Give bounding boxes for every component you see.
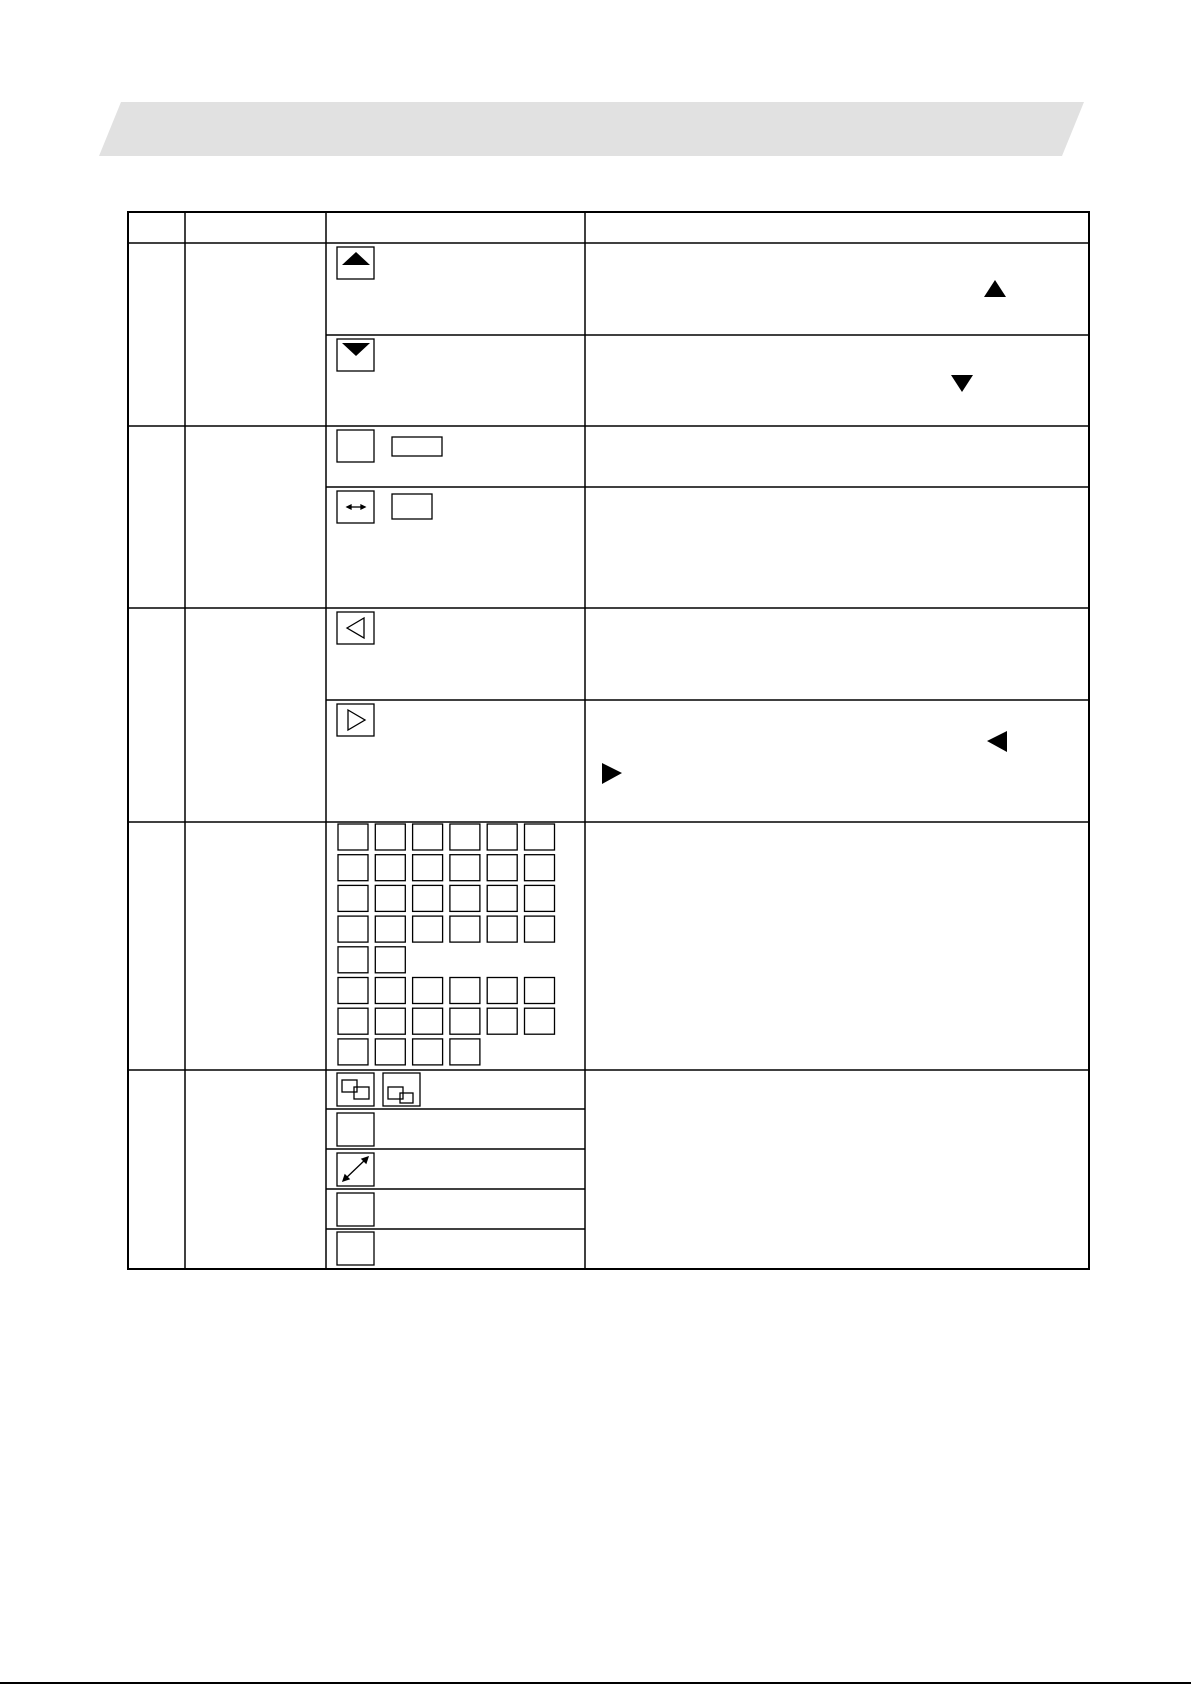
blank-key-icon[interactable]: [450, 978, 480, 1004]
blank-key-icon[interactable]: [375, 916, 405, 942]
triangle-up-filled-icon: [984, 280, 1006, 297]
blank-key-icon[interactable]: [450, 855, 480, 881]
blank-key-icon[interactable]: [338, 824, 368, 850]
blank-key-icon[interactable]: [413, 855, 443, 881]
window-overlap-icon: [342, 1080, 369, 1099]
triangle-right-outline-icon: [348, 710, 365, 730]
blank-key-icon[interactable]: [337, 1113, 374, 1146]
blank-key-icon[interactable]: [337, 430, 374, 462]
blank-key-icon[interactable]: [338, 916, 368, 942]
blank-key-icon[interactable]: [413, 1039, 443, 1065]
blank-key-icon[interactable]: [338, 978, 368, 1004]
triangle-right-filled-icon: [602, 763, 622, 784]
blank-key-icon[interactable]: [338, 1039, 368, 1065]
blank-key-icon[interactable]: [487, 885, 517, 911]
blank-key-icon[interactable]: [375, 978, 405, 1004]
blank-key-icon[interactable]: [525, 978, 555, 1004]
blank-key-icon[interactable]: [338, 885, 368, 911]
triangle-down-filled-icon: [342, 343, 370, 356]
blank-key-icon[interactable]: [487, 824, 517, 850]
triangle-left-filled-icon: [987, 731, 1007, 752]
blank-key-icon[interactable]: [375, 855, 405, 881]
blank-key-icon[interactable]: [450, 1008, 480, 1034]
blank-key-icon[interactable]: [338, 947, 368, 973]
blank-key-icon[interactable]: [413, 885, 443, 911]
table-frame: [128, 212, 1089, 1269]
blank-key-icon[interactable]: [392, 494, 432, 519]
blank-key-icon[interactable]: [525, 855, 555, 881]
blank-key-icon[interactable]: [413, 1008, 443, 1034]
triangle-up-filled-icon: [342, 252, 370, 265]
blank-key-icon[interactable]: [375, 885, 405, 911]
blank-key-icon[interactable]: [413, 824, 443, 850]
blank-key-icon[interactable]: [487, 855, 517, 881]
page-right-key[interactable]: [337, 704, 374, 736]
page-left-key[interactable]: [337, 612, 374, 644]
double-arrow-horizontal-icon: [347, 505, 365, 509]
blank-key-icon[interactable]: [487, 978, 517, 1004]
page-bottom-rule: [0, 1682, 1191, 1684]
blank-key-icon[interactable]: [338, 855, 368, 881]
window-overlap-alt-icon: [388, 1087, 413, 1103]
blank-key-icon[interactable]: [338, 1008, 368, 1034]
blank-key-icon[interactable]: [487, 916, 517, 942]
blank-key-icon[interactable]: [487, 1008, 517, 1034]
blank-key-icon[interactable]: [450, 824, 480, 850]
blank-key-icon[interactable]: [413, 916, 443, 942]
blank-key-icon[interactable]: [413, 978, 443, 1004]
blank-key-icon[interactable]: [525, 885, 555, 911]
blank-key-icon[interactable]: [337, 1232, 374, 1265]
blank-key-icon[interactable]: [450, 1039, 480, 1065]
blank-key-icon[interactable]: [375, 947, 405, 973]
character-key-grid: [338, 824, 555, 1065]
blank-key-icon[interactable]: [525, 824, 555, 850]
double-arrow-diagonal-icon: [343, 1157, 368, 1181]
blank-key-icon[interactable]: [450, 916, 480, 942]
blank-key-icon[interactable]: [375, 824, 405, 850]
blank-key-icon[interactable]: [525, 1008, 555, 1034]
blank-key-icon[interactable]: [375, 1039, 405, 1065]
blank-key-icon[interactable]: [450, 885, 480, 911]
triangle-down-filled-icon: [951, 375, 973, 392]
blank-key-icon[interactable]: [337, 1193, 374, 1226]
wide-key-icon[interactable]: [392, 437, 442, 456]
blank-key-icon[interactable]: [375, 1008, 405, 1034]
triangle-left-outline-icon: [347, 618, 364, 638]
blank-key-icon[interactable]: [525, 916, 555, 942]
